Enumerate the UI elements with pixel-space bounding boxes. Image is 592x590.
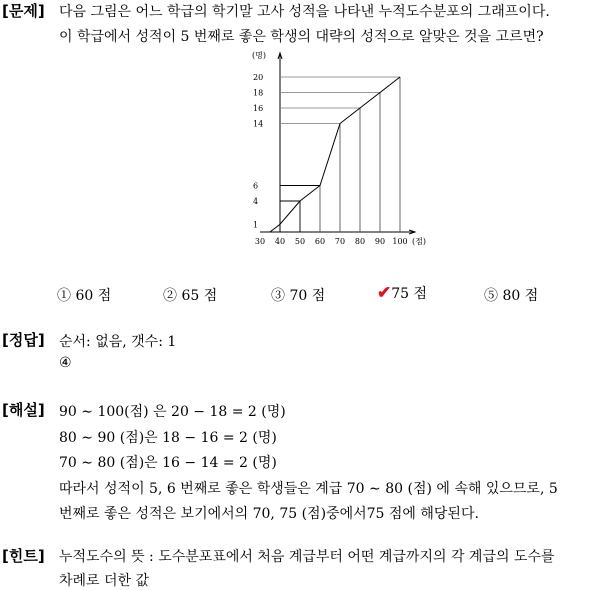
x-tick-label: 30: [254, 237, 266, 246]
option-2[interactable]: [163, 285, 217, 305]
x-axis-label: (점): [412, 237, 426, 246]
y-tick-label: 20: [253, 73, 264, 82]
option-5-text: 80 점: [502, 288, 539, 304]
y-tick-label: 4: [253, 197, 259, 206]
y-axis-label: (명): [252, 51, 266, 60]
option-1-number: ①: [57, 288, 71, 304]
explanation-line-4: 따라서 성적이 5, 6 번째로 좋은 학생들은 계급 70 ∼ 80 (점) 에 속해 있으므로, 5: [59, 481, 558, 497]
y-tick-label: 14: [253, 119, 264, 129]
explanation-tag: [해설]: [2, 401, 45, 419]
option-3-text: 70 점: [289, 288, 326, 304]
question-tag: [문제]: [2, 2, 45, 20]
explanation-line-2: 80 ∼ 90 (점)은 18 − 16 = 2 (명): [59, 430, 277, 446]
answer-line-1: 순서: 없음, 갯수: 1: [59, 334, 177, 350]
option-5-number: ⑤: [484, 288, 498, 304]
y-tick-label: 1: [253, 220, 259, 230]
cumulative-frequency-chart: [195, 42, 455, 254]
explanation-line-5: 번째로 좋은 성적은 보기에서의 70, 75 (점)중에서75 점에 해당된다.: [59, 506, 479, 522]
y-tick-label: 16: [253, 104, 264, 113]
checkmark-icon: ✔: [377, 283, 392, 303]
option-3-number: ③: [271, 288, 285, 304]
option-3[interactable]: [271, 285, 325, 305]
explanation-line-3: 70 ∼ 80 (점)은 16 − 14 = 2 (명): [59, 455, 277, 471]
answer-tag: [정답]: [2, 331, 45, 349]
option-4[interactable]: [377, 283, 427, 303]
option-5[interactable]: [484, 285, 538, 305]
y-tick-label: 18: [253, 88, 264, 98]
option-4-text: 75 점: [391, 286, 428, 302]
x-tick-label: 50: [294, 237, 306, 246]
x-tick-label: 90: [374, 237, 386, 246]
cumulative-frequency-line: [270, 77, 400, 232]
option-2-number: ②: [163, 288, 177, 304]
x-tick-label: 100: [392, 237, 408, 246]
explanation-line-1: 90 ∼ 100(점) 은 20 − 18 = 2 (명): [59, 404, 286, 420]
option-1[interactable]: [57, 285, 111, 305]
x-tick-label: 80: [354, 237, 366, 246]
y-tick-label: 6: [253, 181, 259, 191]
x-tick-label: 40: [274, 237, 286, 246]
hint-line-1: 누적도수의 뜻 : 도수분포표에서 처음 계급부터 어떤 계급까지의 각 계급의 도수를: [59, 549, 555, 565]
x-tick-label: 60: [314, 237, 326, 246]
x-tick-label: 70: [334, 237, 346, 246]
question-line-2: 이 학급에서 성적이 5 번째로 좋은 학생의 대략의 성적으로 알맞은 것을 고르면?: [59, 29, 544, 45]
hint-line-2: 차례로 더한 값: [59, 573, 150, 589]
hint-tag: [힌트]: [2, 547, 45, 565]
option-2-text: 65 점: [181, 288, 218, 304]
option-1-text: 60 점: [75, 288, 112, 304]
answer-line-2: ④: [59, 355, 72, 371]
question-line-1: 다음 그림은 어느 학급의 학기말 고사 성적을 나타낸 누적도수분포의 그래프이다.: [59, 4, 550, 20]
